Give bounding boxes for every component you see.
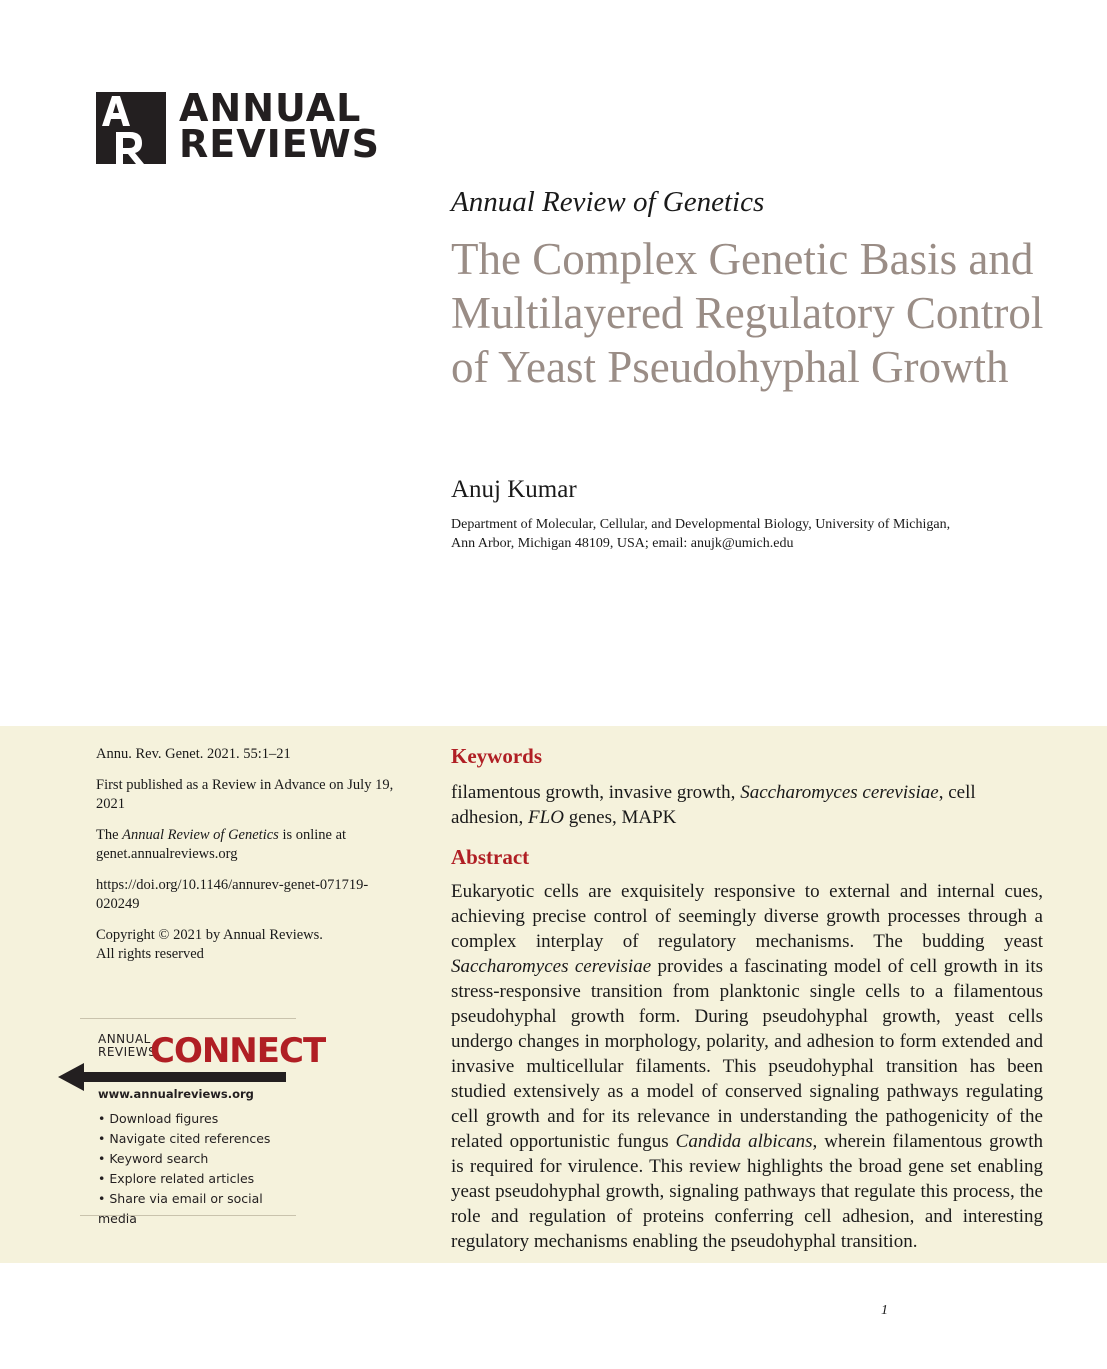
doi-link[interactable]: https://doi.org/10.1146/annurev-genet-071719-020249: [96, 877, 369, 912]
publication-date: First published as a Review in Advance on July 19, 2021: [96, 777, 394, 812]
affiliation-line-1: Department of Molecular, Cellular, and Developmental Biology, University of Michigan,: [451, 517, 951, 532]
citation: Annu. Rev. Genet. 2021. 55:1–21: [96, 746, 291, 762]
abstract-text: Eukaryotic cells are exquisitely responsive to external and internal cues, achieving precise control of seemingly diverse growth processes through a complex interplay of regulatory mechanisms. The budding yeast Saccharomyces cerevisiae provides a fascinating model of cell growth in its stress-responsive transition from planktonic single cells to a filamentous pseudohyphal growth form. During pseudohyphal growth, yeast cells undergo changes in morphology, polarity, and adhesion to form extended and invasive multicellular filaments. This pseudohyphal transition has been studied extensively as a model of conserved signaling pathways regulating cell growth and for its relevance in understanding the pathogenicity of the related opportunistic fungus Candida albicans, wherein filamentous growth is required for virulence. This review highlights the broad gene set enabling yeast pseudohyphal growth, signaling pathways that regulate this process, the role and regulation of proteins conferring cell adhesion, and interesting regulatory mechanisms enabling the pseudohyphal transition.: [451, 881, 1044, 1252]
affiliation-line-2: Ann Arbor, Michigan 48109, USA; email: anujk@umich.edu: [451, 536, 794, 551]
logo-line-2: REVIEWS: [179, 122, 381, 166]
online-availability: The Annual Review of Genetics is online at genet.annualreviews.org: [96, 827, 347, 862]
article-title: The Complex Genetic Basis and Multilayered Regulatory Control of Yeast Pseudohyphal Growth: [451, 234, 1044, 392]
list-item: • Share via email or social media: [98, 1189, 296, 1229]
annual-reviews-connect-box: [80, 1018, 326, 1226]
author-name: Anuj Kumar: [451, 476, 577, 503]
copyright: Copyright © 2021 by Annual Reviews. All rights reserved: [96, 927, 323, 962]
online-journal-name: Annual Review of Genetics: [122, 827, 279, 843]
article-metadata: [96, 745, 406, 976]
connect-brand-small: ANNUAL REVIEWS: [98, 1032, 157, 1059]
list-item: • Download figures: [98, 1109, 296, 1129]
list-item: • Keyword search: [98, 1149, 296, 1169]
ar-logo-mark-icon: [96, 92, 166, 164]
page-number: 1: [881, 1303, 888, 1318]
connect-feature-list: [98, 1109, 296, 1229]
connect-brand-big: CONNECT: [150, 1031, 326, 1071]
list-item: • Explore related articles: [98, 1169, 296, 1189]
author-affiliation: [451, 515, 1031, 553]
journal-name: Annual Review of Genetics: [451, 186, 765, 218]
connect-url-link[interactable]: www.annualreviews.org: [98, 1087, 254, 1101]
annual-reviews-logo: [96, 86, 381, 166]
keywords-heading: Keywords: [451, 744, 542, 768]
list-item: • Navigate cited references: [98, 1129, 296, 1149]
abstract-heading: Abstract: [451, 845, 530, 869]
keywords-text: filamentous growth, invasive growth, Saccharomyces cerevisiae, cell adhesion, FLO genes, MAPK: [451, 782, 976, 828]
logo-wordmark: [179, 86, 381, 166]
logo-line-1: ANNUAL: [179, 86, 362, 130]
